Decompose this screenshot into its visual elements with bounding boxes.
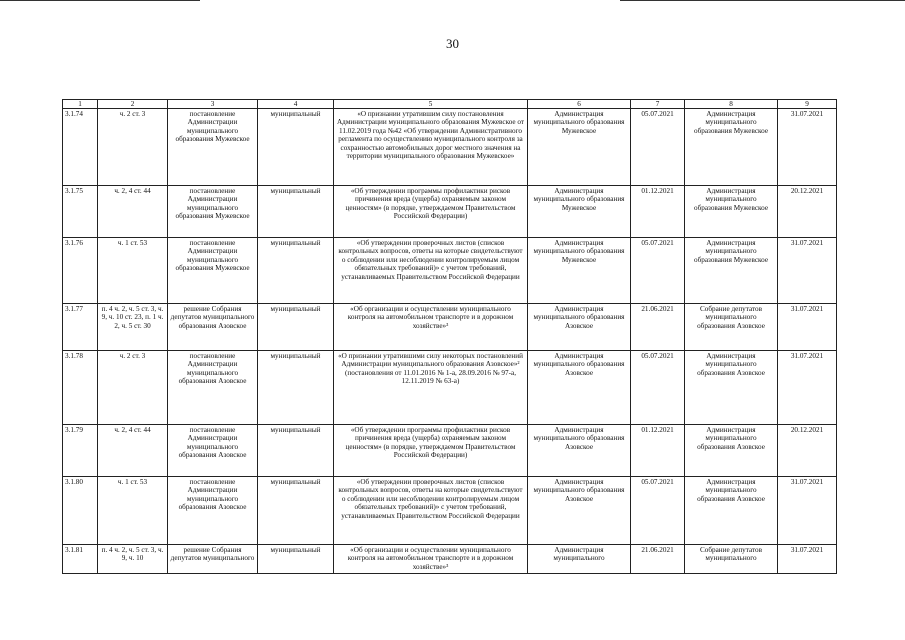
row-title: «Об организации и осуществлении муниципального контроля на автомобильном транспорте и в дорожном хозяйстве»³ [334, 304, 528, 351]
header-col-1: 1 [63, 100, 98, 109]
row-date-final: 31.07.2021 [778, 304, 837, 351]
row-title: «Об утверждении проверочных листов (списков контрольных вопросов, ответы на которые свидетельствуют о соблюдении или несоблюдении контролируемым лицом обязательных требований)» с учетом требований, устанавливаемых Правительством Российской Федерации [334, 477, 528, 545]
row-date-plan: 05.07.2021 [631, 238, 685, 304]
row-date-plan: 05.07.2021 [631, 351, 685, 425]
row-date-final: 31.07.2021 [778, 109, 837, 186]
row-article: ч. 1 ст. 53 [98, 477, 168, 545]
row-date-final: 31.07.2021 [778, 477, 837, 545]
row-act-type: постановление Администрации муниципального образования Мужевское [168, 186, 258, 238]
row-article: ч. 2 ст. 3 [98, 351, 168, 425]
row-title: «Об утверждении проверочных листов (списков контрольных вопросов, ответы на которые свидетельствуют о соблюдении или несоблюдении контролируемым лицом обязательных требований)» с учетом требований, устанавливаемых Правительством Российской Федерации [334, 238, 528, 304]
header-col-6: 6 [528, 100, 631, 109]
row-authority: Собрание депутатов муниципального образования Азовское [685, 304, 778, 351]
row-act-type: постановление Администрации муниципального образования Азовское [168, 477, 258, 545]
row-level: муниципальный [258, 351, 334, 425]
row-title: «О признании утратившими силу некоторых постановлений Администрации муниципального образования Азовское»² [338, 352, 523, 369]
row-title: «О признании утратившим силу постановления Администрации муниципального образования Мужевское от 11.02.2019 года №42 «Об утверждении Административного регламента по осуществлению муниципального контроля за сохранностью автомобильных дорог местного значения на территории муниципального образования Мужевское» [334, 109, 528, 186]
row-id: 3.1.75 [63, 186, 98, 238]
header-col-9: 9 [778, 100, 837, 109]
row-date-final: 31.07.2021 [778, 545, 837, 574]
row-act-type: постановление Администрации муниципального образования Азовское [168, 351, 258, 425]
row-date-plan: 05.07.2021 [631, 109, 685, 186]
row-article: ч. 2, 4 ст. 44 [98, 186, 168, 238]
row-responsible: Администрация муниципального образования Азовское [528, 351, 631, 425]
row-act-type: постановление Администрации муниципального образования Мужевское [168, 109, 258, 186]
table-row [63, 425, 837, 477]
table-row [63, 351, 837, 425]
row-level: муниципальный [258, 238, 334, 304]
row-level: муниципальный [258, 109, 334, 186]
row-authority: Администрация муниципального образования Азовское [685, 351, 778, 425]
row-responsible: Администрация муниципального образования Азовское [528, 477, 631, 545]
row-date-plan: 01.12.2021 [631, 186, 685, 238]
header-col-2: 2 [98, 100, 168, 109]
row-responsible: Администрация муниципального образования Мужевское [528, 109, 631, 186]
top-edge-line-right [620, 0, 905, 1]
row-act-type: решение Собрания депутатов муниципального [168, 545, 258, 574]
row-act-type: постановление Администрации муниципального образования Азовское [168, 425, 258, 477]
table-row [63, 109, 837, 186]
row-date-final: 31.07.2021 [778, 351, 837, 425]
row-responsible: Администрация муниципального образования Мужевское [528, 186, 631, 238]
row-date-plan: 05.07.2021 [631, 477, 685, 545]
row-article: ч. 2, 4 ст. 44 [98, 425, 168, 477]
header-col-3: 3 [168, 100, 258, 109]
row-act-type: решение Собрания депутатов муниципального образования Азовское [168, 304, 258, 351]
row-id: 3.1.78 [63, 351, 98, 425]
row-responsible: Администрация муниципального образования Мужевское [528, 238, 631, 304]
row-level: муниципальный [258, 304, 334, 351]
row-id: 3.1.74 [63, 109, 98, 186]
row-id: 3.1.80 [63, 477, 98, 545]
row-responsible: Администрация муниципального образования Азовское [528, 304, 631, 351]
row-level: муниципальный [258, 425, 334, 477]
row-date-final: 20.12.2021 [778, 186, 837, 238]
register-table-container [62, 99, 836, 574]
row-id: 3.1.77 [63, 304, 98, 351]
row-id: 3.1.81 [63, 545, 98, 574]
row-date-plan: 01.12.2021 [631, 425, 685, 477]
header-col-5: 5 [334, 100, 528, 109]
row-article: п. 4 ч. 2, ч. 5 ст. 3, ч. 9, ч. 10 ст. 23, п. 1 ч. 2, ч. 5 ст. 30 [98, 304, 168, 351]
top-edge-line-left [0, 0, 200, 1]
row-authority: Администрация муниципального образования Мужевское [685, 238, 778, 304]
row-id: 3.1.79 [63, 425, 98, 477]
row-authority: Администрация муниципального образования Азовское [685, 425, 778, 477]
row-responsible: Администрация муниципального образования Азовское [528, 425, 631, 477]
header-col-7: 7 [631, 100, 685, 109]
row-date-plan: 21.06.2021 [631, 304, 685, 351]
table-row [63, 186, 837, 238]
row-authority: Администрация муниципального образования Мужевское [685, 109, 778, 186]
table-row [63, 477, 837, 545]
table-row [63, 545, 837, 574]
row-title: «Об утверждении программы профилактики рисков причинения вреда (ущерба) охраняемым законом ценностям» (в порядке, утверждаемом Правительством Российской Федерации) [334, 186, 528, 238]
row-authority: Администрация муниципального образования Азовское [685, 477, 778, 545]
row-authority: Собрание депутатов муниципального [685, 545, 778, 574]
row-article: ч. 1 ст. 53 [98, 238, 168, 304]
row-title: «Об утверждении программы профилактики рисков причинения вреда (ущерба) охраняемым законом ценностям» (в порядке, утверждаемом Правительством Российской Федерации) [334, 425, 528, 477]
row-act-type: постановление Администрации муниципального образования Мужевское [168, 238, 258, 304]
row-title-cell [334, 351, 528, 425]
header-col-8: 8 [685, 100, 778, 109]
register-table [62, 99, 837, 574]
row-responsible: Администрация муниципального [528, 545, 631, 574]
page-number: 30 [446, 36, 459, 51]
row-authority: Администрация муниципального образования Мужевское [685, 186, 778, 238]
table-row [63, 304, 837, 351]
row-level: муниципальный [258, 186, 334, 238]
row-level: муниципальный [258, 477, 334, 545]
header-col-4: 4 [258, 100, 334, 109]
row-level: муниципальный [258, 545, 334, 574]
row-article: ч. 2 ст. 3 [98, 109, 168, 186]
row-id: 3.1.76 [63, 238, 98, 304]
row-date-final: 20.12.2021 [778, 425, 837, 477]
row-date-plan: 21.06.2021 [631, 545, 685, 574]
row-title: «Об организации и осуществлении муниципального контроля на автомобильном транспорте и в дорожном хозяйстве»³ [334, 545, 528, 574]
row-article: п. 4 ч. 2, ч. 5 ст. 3, ч. 9, ч. 10 [98, 545, 168, 574]
table-row [63, 238, 837, 304]
row-date-final: 31.07.2021 [778, 238, 837, 304]
row-title-note: (постановления от 11.01.2016 № 1-а, 28.09.2016 № 97-а, 12.11.2019 № 63-а) [344, 368, 517, 386]
header-row [63, 100, 837, 109]
